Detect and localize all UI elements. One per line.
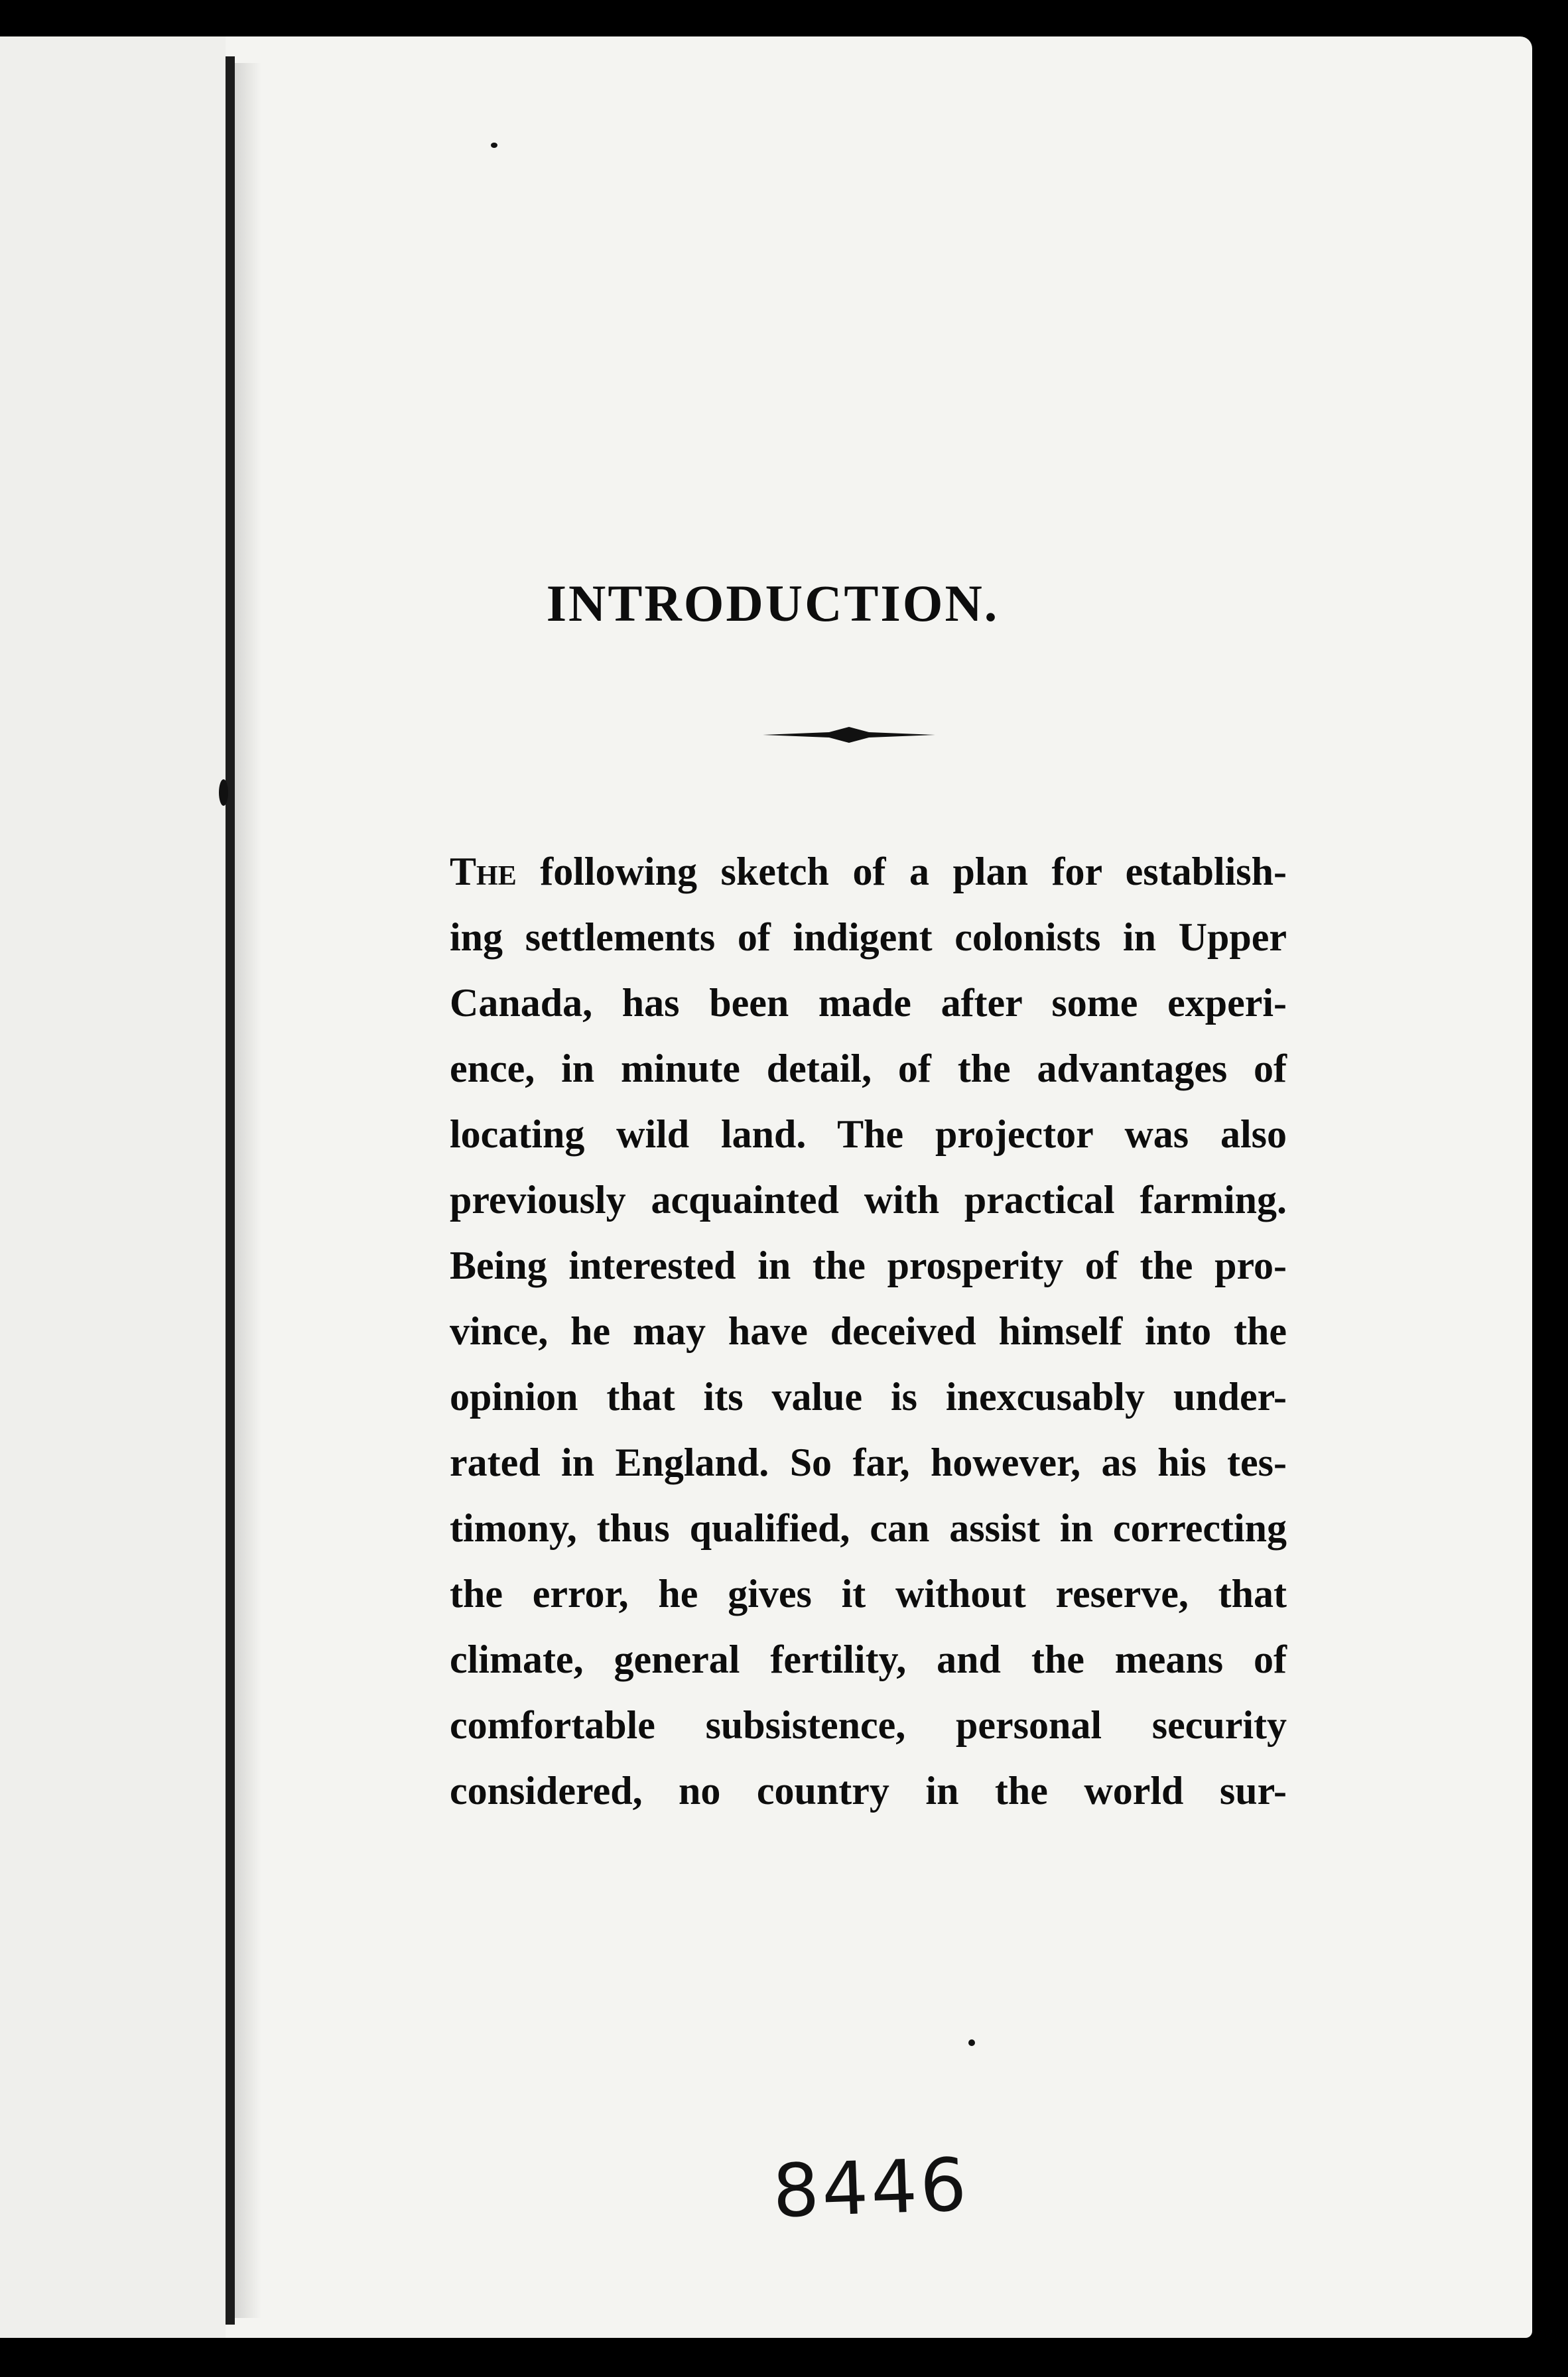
ink-speck — [491, 143, 497, 148]
handwritten-number: 8446 — [771, 2142, 971, 2234]
page-title: INTRODUCTION. — [546, 574, 1000, 632]
paragraph-line: locating wild land. The projector was also — [450, 1112, 1287, 1156]
paragraph-line: considered, no country in the world sur- — [450, 1769, 1287, 1813]
body-paragraph — [450, 839, 1287, 1824]
paragraph-line: ing settlements of indigent colonists in Upper — [450, 915, 1287, 959]
paragraph-line: The following sketch of a plan for establish- — [450, 850, 1287, 893]
gutter-shadow — [235, 63, 261, 2318]
ink-speck — [968, 2039, 975, 2046]
paragraph-line: climate, general fertility, and the means of — [450, 1638, 1287, 1681]
ink-speck — [219, 779, 228, 806]
paragraph-line: comfortable subsistence, personal security — [450, 1703, 1287, 1747]
ornament-rule-icon — [763, 723, 935, 747]
paragraph-line: vince, he may have deceived himself into the — [450, 1309, 1287, 1353]
left-page-edge — [0, 36, 226, 2338]
paragraph-line: rated in England. So far, however, as his tes- — [450, 1441, 1287, 1484]
paragraph-line: ence, in minute detail, of the advantages of — [450, 1047, 1287, 1090]
paragraph-line: timony, thus qualified, can assist in correcting — [450, 1506, 1287, 1550]
page-gutter — [226, 56, 235, 2325]
book-page — [0, 36, 1532, 2338]
first-word: The — [450, 850, 517, 893]
paragraph-line: the error, he gives it without reserve, that — [450, 1572, 1287, 1616]
paragraph-line: previously acquainted with practical farming. — [450, 1178, 1287, 1222]
paragraph-line: Canada, has been made after some experi- — [450, 981, 1287, 1025]
paragraph-line: opinion that its value is inexcusably under- — [450, 1375, 1287, 1419]
paragraph-line: Being interested in the prosperity of the pro- — [450, 1244, 1287, 1287]
